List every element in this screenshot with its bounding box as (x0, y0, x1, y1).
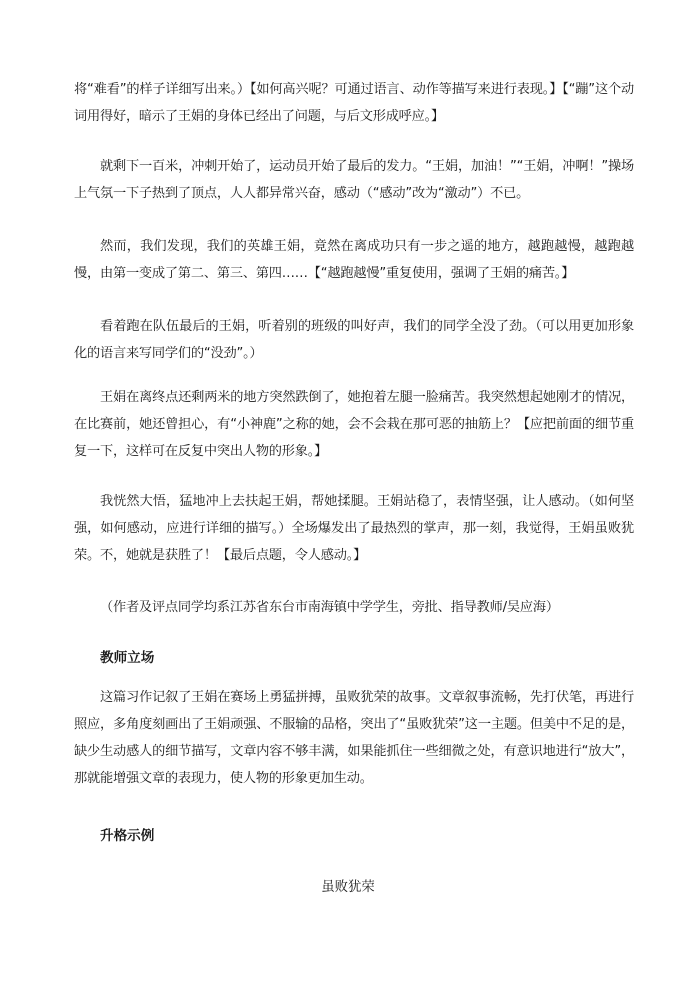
heading-upgrade-example: 升格示例 (100, 828, 155, 844)
heading-teacher-stance: 教师立场 (100, 650, 155, 666)
paragraph-sprint: 就剩下一百米，冲刺开始了，运动员开始了最后的发力。“王娟，加油！”“王娟，冲啊！”操场上气氛一下子热到了顶点，人人都异常兴奋，感动（“感动”改为“激动”）不已。 (74, 159, 634, 201)
paragraph-teacher-review: 这篇习作记叙了王娟在赛场上勇猛拼搏，虽败犹荣的故事。文章叙事流畅，先打伏笔，再进行照应，多角度刻画出了王娟顽强、不服输的品格，突出了“虽败犹荣”这一主题。但美中不足的是，缺少生动感人的细节描写，文章内容不够丰满，如果能抓住一些细微之处，有意识地进行“放大”，那就能增强文章的表现力，使人物的形象更加生动。 (74, 690, 634, 786)
paragraph-classmates: 看着跑在队伍最后的王娟，听着别的班级的叫好声，我们的同学全没了劲。（可以用更加形象化的语言来写同学们的“没劲”。） (74, 319, 634, 361)
paragraph-fall: 王娟在离终点还剩两米的地方突然跌倒了，她抱着左腿一脸痛苦。我突然想起她刚才的情况，在比赛前，她还曾担心，有“小神鹿”之称的她，会不会栽在那可恶的抽筋上？【应把前面的细节重复一下，这样可在反复中突出人物的形象。】 (74, 390, 634, 459)
author-note: （作者及评点同学均系江苏省东台市南海镇中学学生，旁批、指导教师/吴应海） (100, 600, 559, 615)
paragraph-slowing-down: 然而，我们发现，我们的英雄王娟，竟然在离成功只有一步之遥的地方，越跑越慢，越跑越慢，由第一变成了第二、第三、第四……【“越跑越慢”重复使用，强调了王娟的痛苦。】 (74, 239, 634, 281)
essay-title: 虽败犹荣 (321, 880, 375, 895)
paragraph-ending: 我恍然大悟，猛地冲上去扶起王娟，帮她揉腿。王娟站稳了，表情坚强，让人感动。（如何坚强，如何感动，应进行详细的描写。）全场爆发出了最热烈的掌声，那一刻，我觉得，王娟虽败犹荣。不，她就是获胜了！【最后点题，令人感动。】 (74, 494, 634, 563)
paragraph-intro-comment: 将“难看”的样子详细写出来。）【如何高兴呢？可通过语言、动作等描写来进行表现。】【“蹦”这个动词用得好，暗示了王娟的身体已经出了问题，与后文形成呼应。】 (74, 82, 634, 124)
